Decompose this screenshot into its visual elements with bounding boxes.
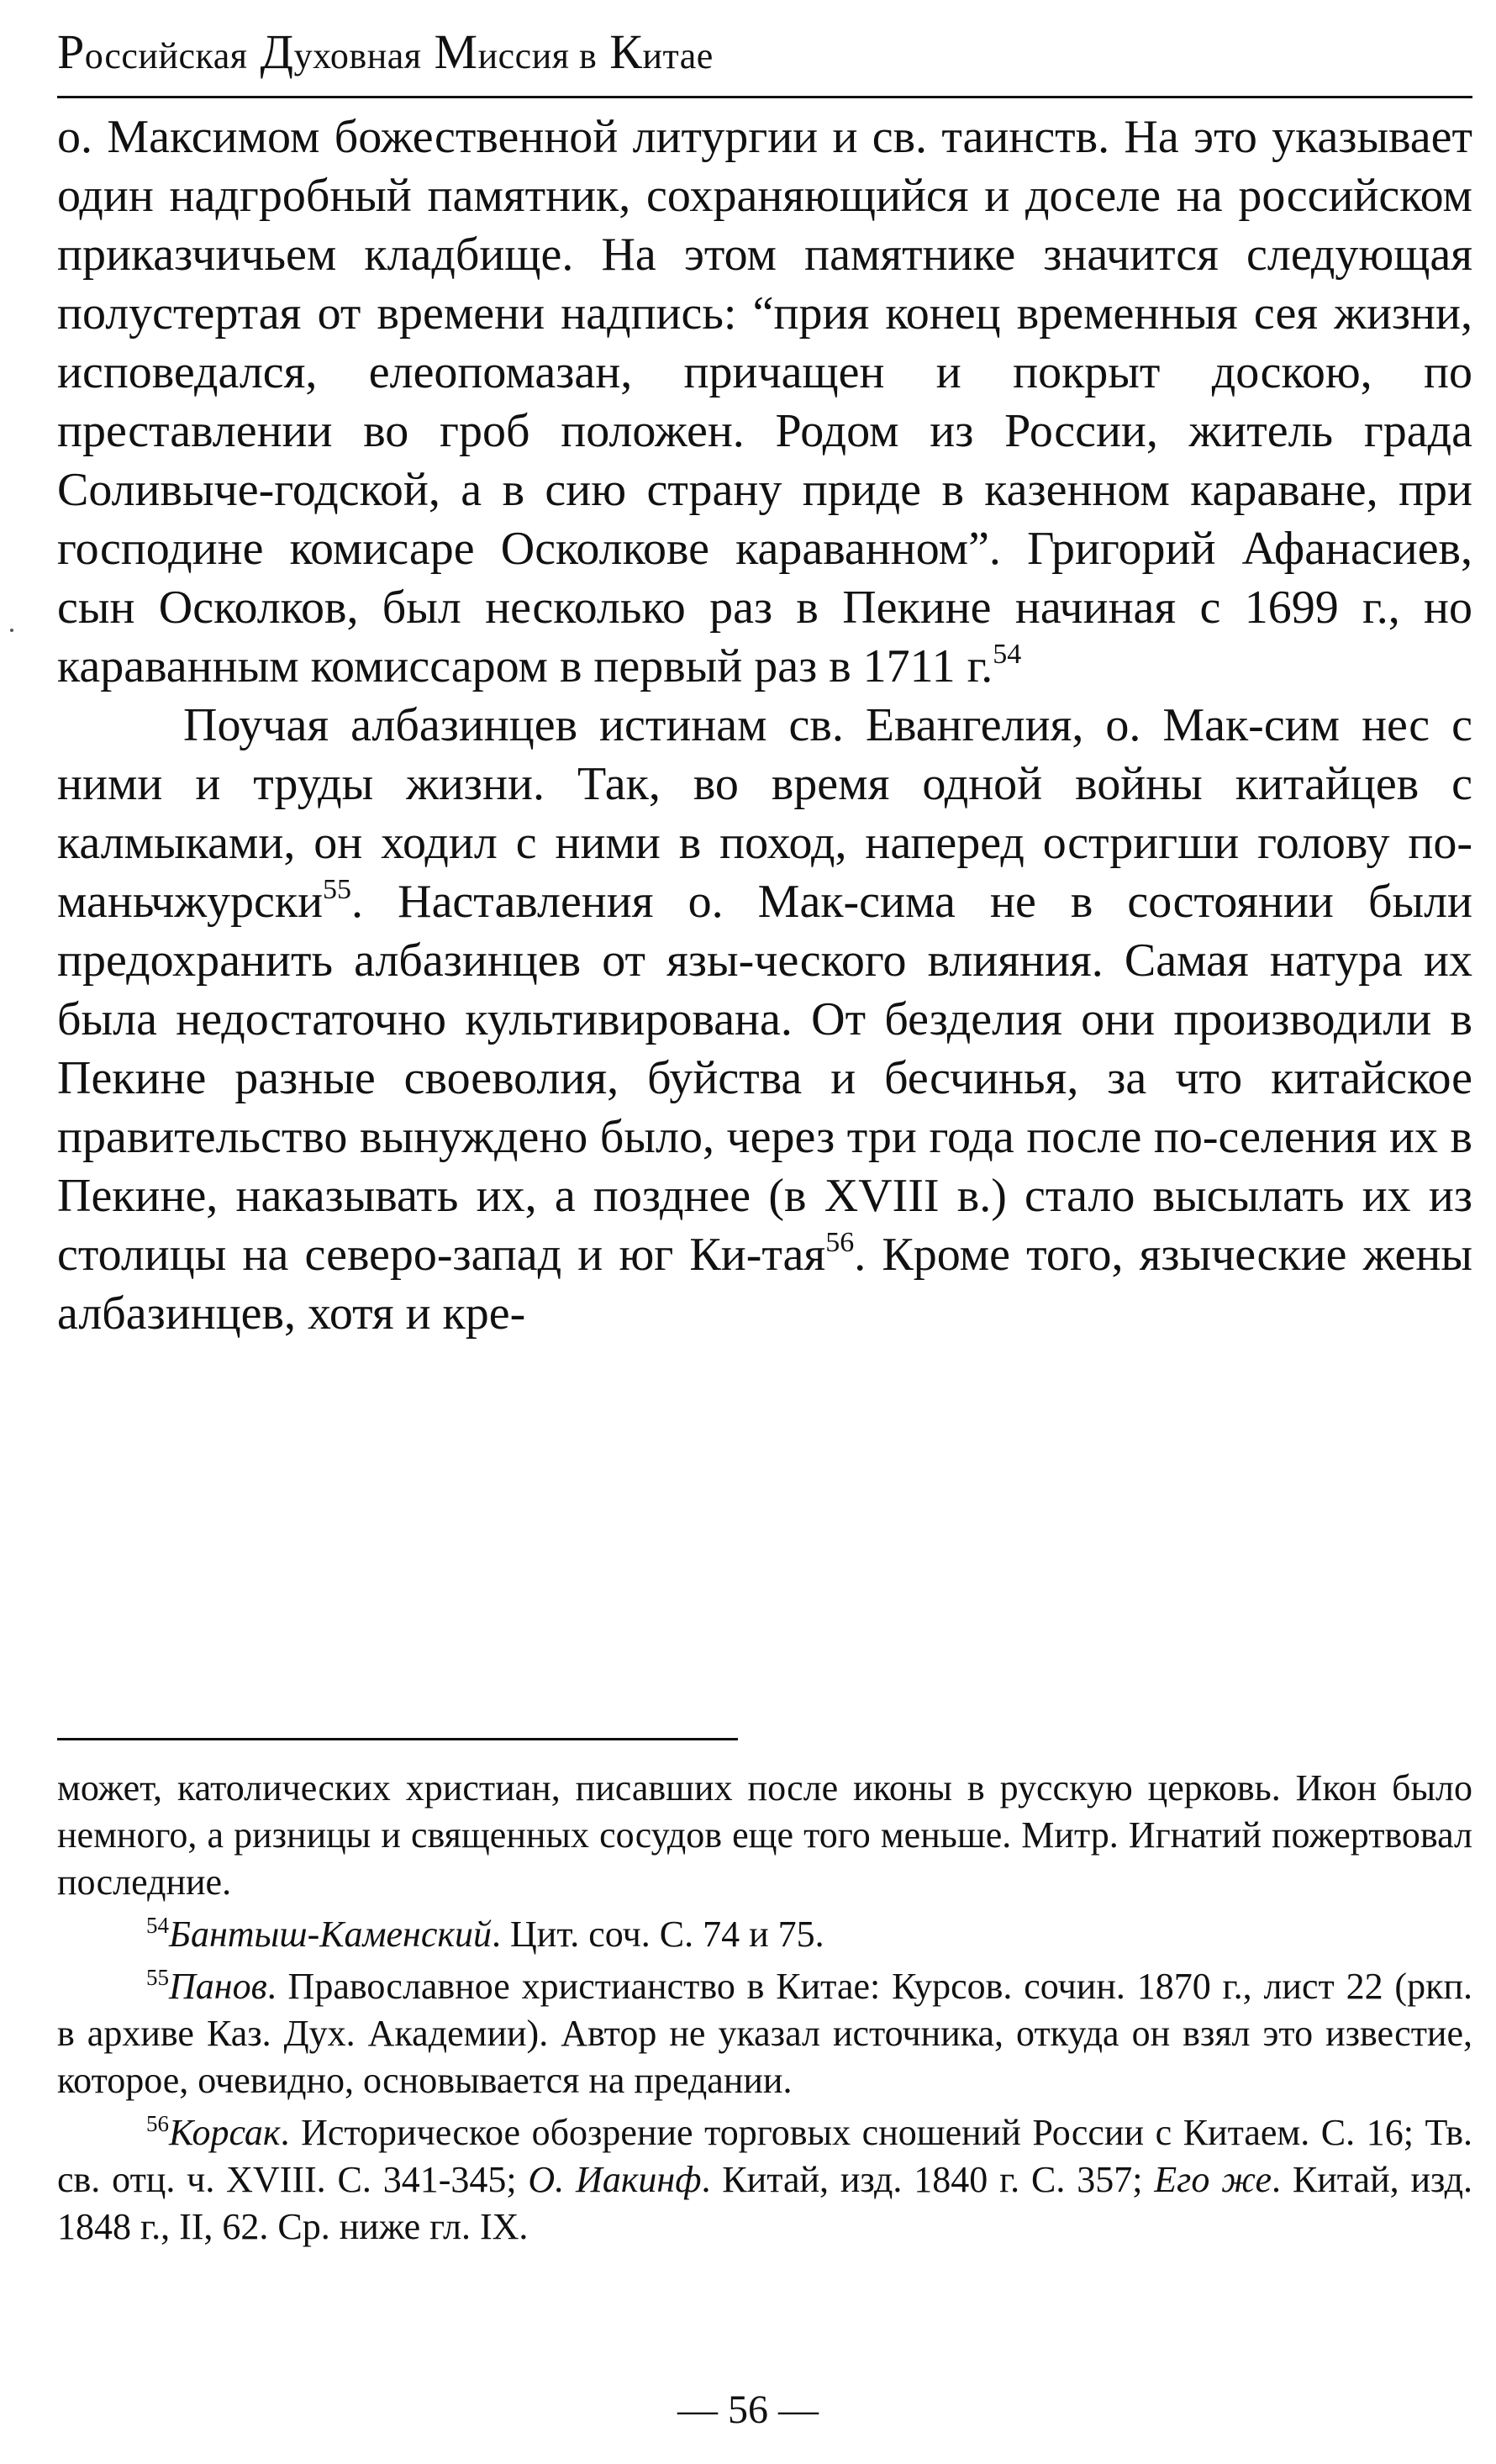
paragraph-2-text-b: . Наставления о. Мак-сима не в состоянии были предохранить албазинцев от язы-ческого влияния. Самая натура их была недостаточно культивирована. От безделия они производили в Пекине разные своеволия, буйства и бесчинья, за что китайское правительство вынуждено было, через три года после по-селения их в Пекине, наказывать их, а позднее (в XVIII в.) стало высылать их из столицы на северо-запад и юг Ки-тая: [57, 876, 1472, 1281]
footnote-54-number: 54: [146, 1913, 169, 1938]
running-head-word-3: иссия в: [477, 35, 598, 76]
footnote-56: [57, 2109, 1472, 2251]
footnote-separator: [57, 1738, 738, 1740]
running-head: [57, 22, 898, 87]
running-head-initial-3: М: [434, 24, 478, 79]
footnote-56-author: Корсак: [169, 2112, 281, 2153]
paragraph-1: [57, 108, 1472, 696]
main-text: [57, 108, 1472, 1343]
running-head-word-4: итае: [642, 35, 714, 76]
header-rule: [57, 96, 1472, 98]
running-head-initial-2: Д: [260, 24, 294, 79]
footnote-56-author-2: О. Иакинф: [528, 2159, 702, 2200]
paragraph-2-text-c: . Кроме того, языческие жены албазинцев, хотя и кре-: [57, 1229, 1473, 1340]
footnote-56-number: 56: [146, 2111, 169, 2136]
footnote-56-text-b: . Китай, изд. 1840 г. С. 357;: [701, 2159, 1155, 2200]
footnote-ref-55: 55: [323, 874, 352, 905]
paragraph-2-text-a: Поучая албазинцев истинам св. Евангелия, о. Мак-сим нес с ними и труды жизни. Так, во время одной войны китайцев с калмыками, он ходил с ними в поход, наперед остригши голову по-маньчжурски: [57, 699, 1472, 928]
footnote-54-text: . Цит. соч. С. 74 и 75.: [492, 1914, 824, 1955]
footnote-55-number: 55: [146, 1965, 169, 1990]
paragraph-2: [57, 696, 1472, 1343]
footnote-ref-54: 54: [993, 639, 1022, 670]
footnote-56-text-a: . Историческое обозрение торговых сношений России с Китаем. С. 16; Тв. св. отц. ч. XVIII. С. 341-345;: [57, 2112, 1472, 2200]
paragraph-1-text: о. Максимом божественной литургии и св. таинств. На это указывает один надгробный памятник, сохраняющийся и доселе на российском приказчичьем кладбище. На этом памятнике значится следующая полустертая от времени надпись: “прия конец временныя сея жизни, исповедался, елеопомазан, причащен и покрыт доскою, по преставлении во гроб положен. Родом из России, житель града Соливыче-годской, а в сию страну приде в казенном караване, при господине комисаре Осколкове караванном”. Григорий Афанасиев, сын Осколков, был несколько раз в Пекине начиная с 1699 г., но караванным комиссаром в первый раз в 1711 г.: [57, 111, 1472, 692]
footnote-54: [57, 1911, 1472, 1958]
footnote-55-text: . Православное христианство в Китае: Курсов. сочин. 1870 г., лист 22 (ркп. в архиве Каз. Дух. Академии). Автор не указал источника, откуда он взял это известие, которое, очевидно, основывается на предании.: [57, 1966, 1472, 2101]
scan-speck: [10, 629, 13, 632]
footnote-55-author: Панов: [169, 1966, 267, 2007]
running-head-word-2: уховная: [293, 35, 422, 76]
page-number: — 56 —: [677, 2388, 819, 2432]
footnotes: [57, 1765, 1472, 2251]
running-head-initial-4: К: [609, 24, 643, 79]
footnote-56-text-c: . Китай, изд. 1848 г., II, 62. Ср. ниже гл. IX.: [57, 2159, 1472, 2247]
footnote-55: [57, 1963, 1472, 2104]
footnote-54-author: Бантыш-Каменский: [169, 1914, 492, 1955]
footnote-ref-56: 56: [825, 1227, 855, 1258]
footnote-continuation: может, католических христиан, писавших после иконы в русскую церковь. Икон было немного, а ризницы и священных сосудов еще того меньше. Митр. Игнатий пожертвовал последние.: [57, 1767, 1472, 1903]
running-head-word-1: оссийская: [84, 35, 248, 76]
footnote-56-author-3: Его же: [1154, 2159, 1272, 2200]
running-head-initial-1: Р: [57, 24, 85, 79]
